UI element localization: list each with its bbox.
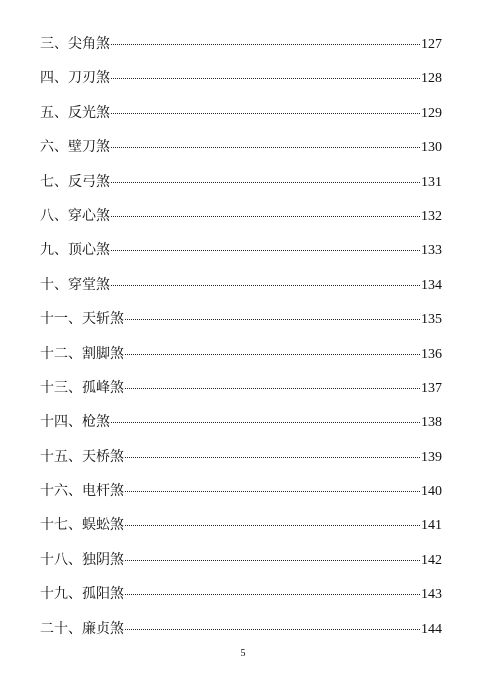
toc-entry-title: 十、穿堂煞 — [40, 276, 110, 293]
toc-entry[interactable] — [40, 238, 442, 272]
toc-entry-page: 137 — [421, 380, 442, 396]
toc-dot-leader — [111, 285, 420, 286]
toc-entry-page: 135 — [421, 312, 442, 328]
toc-entry-page: 141 — [421, 518, 442, 534]
toc-entry-page: 140 — [421, 484, 442, 500]
toc-entry-page: 127 — [421, 37, 442, 52]
toc-dot-leader — [111, 182, 420, 183]
toc-entry-title: 四、刀刃煞 — [40, 70, 110, 87]
toc-entry[interactable] — [40, 376, 442, 410]
toc-entry-title: 九、顶心煞 — [40, 242, 110, 259]
toc-dot-leader — [125, 491, 420, 492]
toc-entry-page: 142 — [421, 552, 442, 568]
toc-dot-leader — [125, 354, 420, 355]
toc-entry-page: 144 — [421, 621, 442, 637]
toc-entry[interactable] — [40, 410, 442, 444]
toc-entry[interactable] — [40, 617, 442, 651]
toc-entry-page: 138 — [421, 415, 442, 431]
toc-dot-leader — [125, 319, 420, 320]
toc-entry[interactable] — [40, 582, 442, 616]
toc-entry-title: 六、壁刀煞 — [40, 139, 110, 156]
toc-entry-title: 十六、电杆煞 — [40, 483, 124, 500]
page-number: 5 — [240, 648, 246, 659]
toc-entry[interactable] — [40, 170, 442, 204]
toc-entry-page: 132 — [421, 208, 442, 224]
toc-entry-title: 十九、孤阳煞 — [40, 586, 124, 603]
toc-dot-leader — [111, 250, 420, 251]
toc-dot-leader — [125, 629, 420, 630]
toc-entry[interactable] — [40, 204, 442, 238]
toc-entry-title: 十五、天桥煞 — [40, 448, 124, 465]
toc-dot-leader — [111, 78, 420, 79]
toc-entry-page: 131 — [421, 174, 442, 190]
toc-entry[interactable] — [40, 307, 442, 341]
toc-dot-leader — [125, 594, 420, 595]
toc-entry[interactable] — [40, 135, 442, 169]
toc-entry[interactable] — [40, 32, 442, 66]
toc-entry-title: 二十、廉贞煞 — [40, 620, 124, 637]
toc-entry[interactable] — [40, 548, 442, 582]
toc-entry[interactable] — [40, 445, 442, 479]
toc-entry-title: 十三、孤峰煞 — [40, 379, 124, 396]
toc-dot-leader — [111, 147, 420, 148]
toc-dot-leader — [111, 422, 420, 423]
toc-entry[interactable] — [40, 101, 442, 135]
toc-entry-page: 128 — [421, 71, 442, 87]
toc-entry-title: 十二、割脚煞 — [40, 345, 124, 362]
toc-entry-title: 五、反光煞 — [40, 104, 110, 121]
toc-entry-title: 八、穿心煞 — [40, 207, 110, 224]
toc-entry[interactable] — [40, 479, 442, 513]
toc-entry[interactable] — [40, 273, 442, 307]
toc-entry-title: 七、反弓煞 — [40, 173, 110, 190]
toc-entry-title: 十七、蜈蚣煞 — [40, 517, 124, 534]
toc-dot-leader — [125, 560, 420, 561]
toc-dot-leader — [125, 525, 420, 526]
toc-entry-title: 十四、枪煞 — [40, 414, 110, 431]
toc-entry-page: 130 — [421, 140, 442, 156]
toc-dot-leader — [111, 44, 420, 45]
toc-entry[interactable] — [40, 66, 442, 100]
toc-dot-leader — [125, 457, 420, 458]
toc-entry-page: 143 — [421, 587, 442, 603]
toc-entry-page: 129 — [421, 105, 442, 121]
toc-entry-page: 133 — [421, 243, 442, 259]
toc-entry[interactable] — [40, 513, 442, 547]
toc-entry-page: 136 — [421, 346, 442, 362]
toc-entry-title: 三、尖角煞 — [40, 36, 110, 52]
toc-entry[interactable] — [40, 342, 442, 376]
toc-entry-title: 十一、天斩煞 — [40, 311, 124, 328]
toc-entry-page: 139 — [421, 449, 442, 465]
toc-dot-leader — [125, 388, 420, 389]
toc-dot-leader — [111, 113, 420, 114]
toc-entry-title: 十八、独阴煞 — [40, 551, 124, 568]
toc-dot-leader — [111, 216, 420, 217]
table-of-contents — [40, 32, 442, 651]
toc-entry-page: 134 — [421, 277, 442, 293]
